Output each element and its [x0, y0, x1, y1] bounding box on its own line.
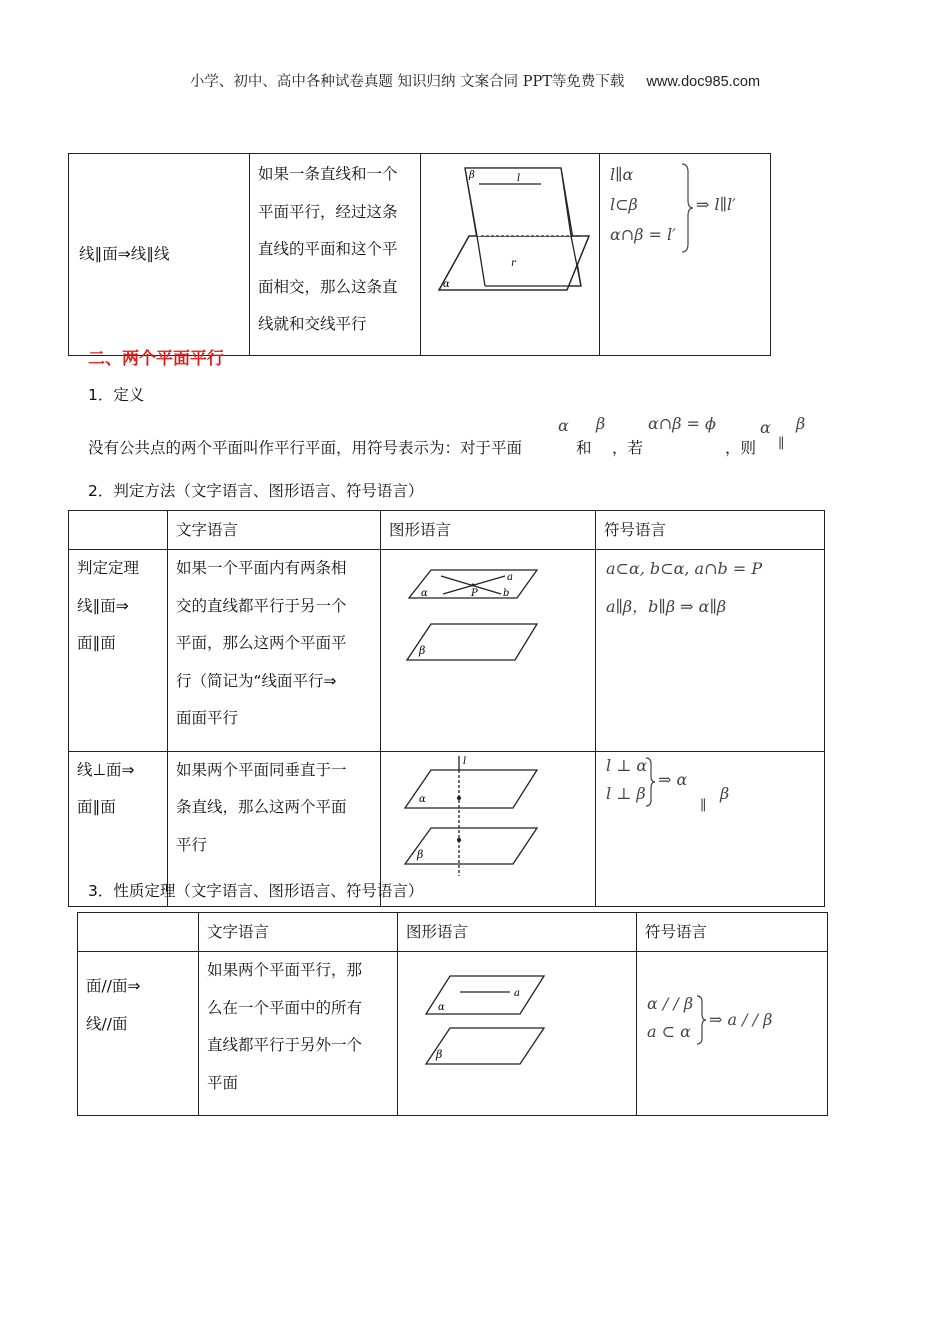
prop-row1-text-line: 平面	[207, 1073, 239, 1092]
label-r: r	[511, 258, 516, 269]
prop-row1-text	[199, 952, 398, 1116]
judge-row1-text-line: 交的直线都平行于另一个	[176, 596, 347, 615]
judge-row2-symbol-par: ∥	[700, 797, 707, 814]
top-symbol-line: l∥α	[610, 165, 634, 184]
header-text: 小学、初中、高中各种试卷真题 知识归纳 文案合同 PPT等免费下载	[189, 74, 625, 90]
top-symbol-line: l⊂β	[610, 195, 638, 214]
judge-row2-symbol	[596, 751, 825, 907]
top-symbol-line: α∩β = l′	[610, 225, 676, 244]
prop-table	[77, 912, 828, 1116]
top-symbol-result: ⇒ l∥l′	[696, 195, 736, 214]
def-text-a: 没有公共点的两个平面叫作平行平面，用符号表示为：对于平面	[88, 439, 523, 457]
top-text-cell	[250, 154, 421, 356]
label-a: a	[514, 988, 520, 999]
judge-header-empty	[69, 511, 168, 550]
judge-row1-text	[168, 550, 381, 752]
def-sym-cond: α∩β = ϕ	[648, 414, 716, 433]
judge-row1-figure-svg	[381, 550, 595, 736]
judge-header: 符号语言	[596, 511, 825, 550]
prop-header: 图形语言	[398, 913, 637, 952]
prop-row1-name-line: 线//面	[86, 1014, 128, 1033]
def-sym-beta: β	[596, 414, 606, 433]
section2-title: 二、两个平面平行	[88, 349, 224, 369]
label-beta: β	[469, 170, 475, 181]
prop-row1-symbol-line: a ⊂ α	[647, 1022, 691, 1041]
brace-icon	[680, 162, 694, 254]
def-sym-res-alpha: α	[760, 418, 771, 437]
prop-row1-symbol-result: ⇒ a / / β	[709, 1010, 773, 1029]
label-alpha: α	[419, 793, 426, 805]
prop-row1-figure-svg	[398, 952, 636, 1100]
top-text-line: 如果一条直线和一个	[258, 165, 398, 183]
section2-item1: 1．定义	[88, 386, 145, 404]
section3-item3: 3．性质定理（文字语言、图形语言、符号语言）	[88, 882, 424, 900]
judge-row2-text-line: 如果两个平面同垂直于一	[176, 760, 347, 779]
label-beta: β	[417, 847, 424, 861]
plane-beta	[407, 624, 537, 660]
plane-beta	[405, 828, 537, 864]
judge-row2-text-line: 条直线，那么这两个平面	[176, 798, 347, 816]
judge-row1-figure	[381, 550, 596, 752]
judge-row1-text-line: 面面平行	[176, 709, 239, 727]
def-then: ，则	[725, 439, 757, 457]
judge-row2-symbol-result: ⇒ α	[658, 769, 688, 789]
judge-row1-text-line: 行（简记为“线面平行⇒	[176, 671, 337, 690]
label-beta: β	[419, 644, 426, 657]
brace-icon	[644, 756, 656, 808]
top-text-line: 平面平行，经过这条	[258, 202, 398, 221]
top-table	[68, 153, 771, 356]
plane-beta	[426, 1028, 544, 1064]
prop-header: 符号语言	[637, 913, 828, 952]
judge-row1-symbol-line: a∥β，b∥β ⇒ α∥β	[606, 596, 727, 616]
prop-header: 文字语言	[199, 913, 398, 952]
top-name-cell	[69, 154, 250, 356]
top-figure-cell	[421, 154, 600, 356]
prop-row1-symbol-line: α / / β	[647, 994, 694, 1013]
judge-header: 文字语言	[168, 511, 381, 550]
judge-row2-symbol-line: l ⊥ β	[606, 783, 646, 803]
judge-row2-figure-svg	[381, 752, 595, 892]
definition-text	[88, 436, 522, 458]
prop-row1-name-line: 面//面⇒	[86, 977, 141, 995]
judge-table	[68, 510, 825, 907]
section2-item2: 2．判定方法（文字语言、图形语言、符号语言）	[88, 482, 424, 500]
judge-row1-text-line: 如果一个平面内有两条相	[176, 559, 347, 577]
judge-row1-symbol	[596, 550, 825, 752]
judge-row2-symbol-beta: β	[720, 783, 730, 803]
def-sym-res-beta: β	[796, 414, 806, 433]
label-alpha: α	[438, 1002, 445, 1013]
judge-row1-name-line: 判定定理	[77, 559, 140, 577]
prop-row1-name	[78, 952, 199, 1116]
top-text-line: 面相交，那么这条直	[258, 277, 398, 296]
top-name: 线∥面⇒线∥线	[79, 244, 170, 263]
prop-row1-figure	[398, 952, 637, 1116]
judge-row1-name	[69, 550, 168, 752]
judge-row2-name-line: 线⊥面⇒	[77, 760, 135, 779]
page-header	[0, 70, 950, 91]
judge-row1-symbol-line: a⊂α, b⊂α, a∩b = P	[606, 559, 763, 578]
judge-header: 图形语言	[381, 511, 596, 550]
judge-row1-name-line: 线∥面⇒	[77, 596, 129, 615]
judge-row1-name-line: 面∥面	[77, 634, 116, 652]
label-l: l	[463, 755, 467, 767]
label-a: a	[507, 572, 513, 583]
judge-row2-name-line: 面∥面	[77, 798, 116, 816]
label-P: P	[471, 588, 478, 599]
def-sym-alpha: α	[558, 416, 569, 435]
prop-row1-text-line: 如果两个平面平行，那	[207, 961, 363, 979]
def-and: 和	[576, 439, 592, 457]
judge-row2-symbol-line: l ⊥ α	[606, 755, 648, 775]
label-l: l	[517, 173, 521, 184]
top-figure	[421, 154, 599, 340]
def-if: ，若	[612, 439, 644, 457]
judge-row1-text-line: 平面，那么这两个平面平	[176, 634, 347, 652]
label-alpha: α	[421, 588, 428, 599]
label-alpha: α	[443, 279, 450, 290]
label-b: b	[503, 588, 510, 599]
top-text-line: 直线的平面和这个平	[258, 240, 398, 258]
label-beta: β	[436, 1048, 443, 1061]
header-url[interactable]: www.doc985.com	[646, 74, 761, 90]
top-text-line: 线就和交线平行	[258, 315, 367, 333]
prop-header-empty	[78, 913, 199, 952]
judge-row2-text-line: 平行	[176, 835, 208, 854]
top-symbol-cell	[600, 154, 771, 356]
prop-row1-symbol	[637, 952, 828, 1116]
def-sym-par: ∥	[778, 436, 785, 452]
brace-icon	[695, 994, 707, 1046]
prop-row1-text-line: 么在一个平面中的所有	[207, 998, 363, 1017]
prop-row1-text-line: 直线都平行于另外一个	[207, 1036, 363, 1054]
